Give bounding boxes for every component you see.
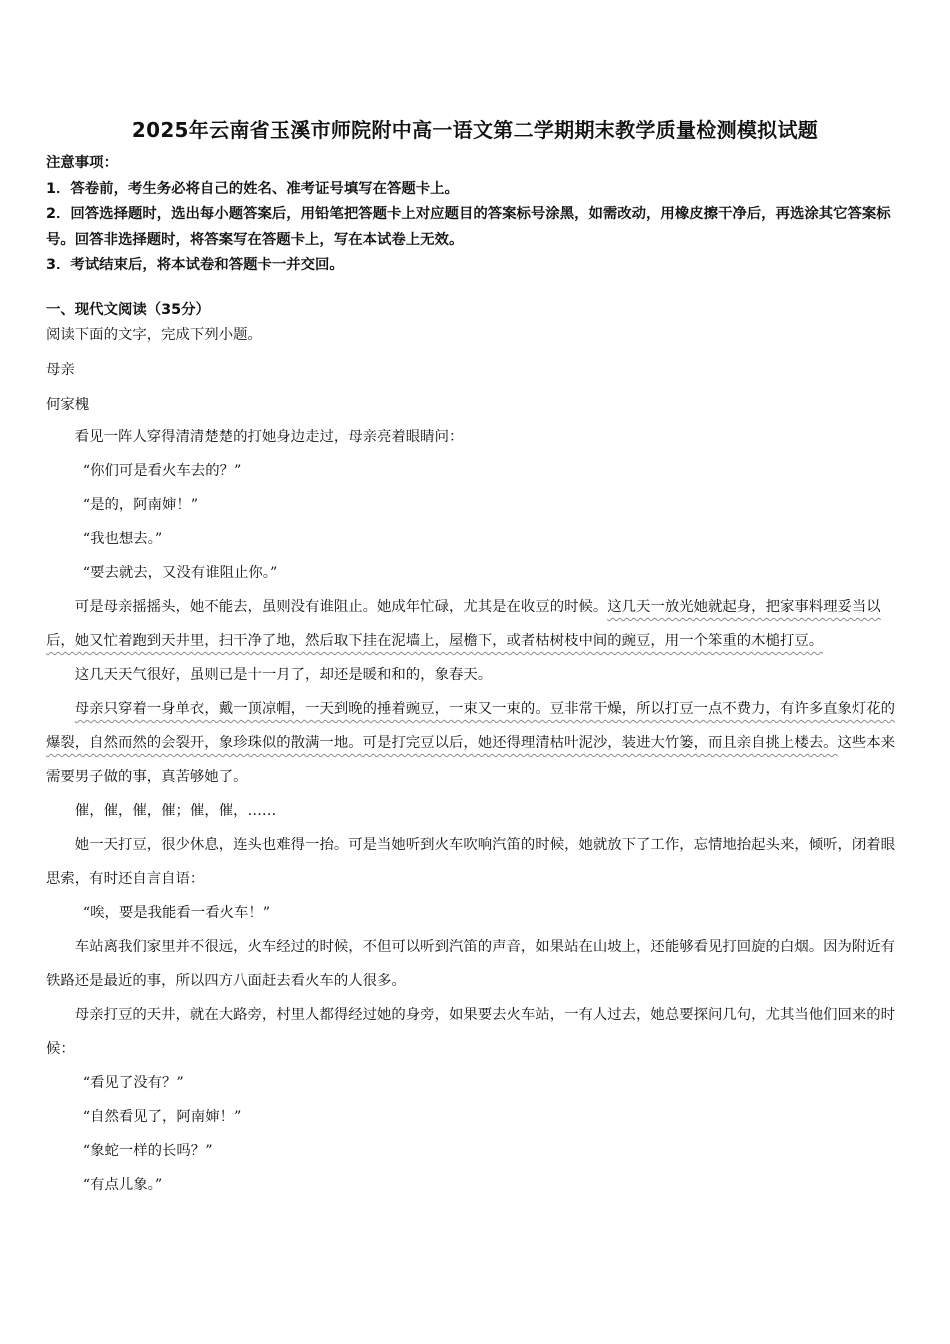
passage: [46, 420, 904, 1202]
notes-heading: 注意事项：: [46, 155, 118, 171]
paragraph-text: 可是母亲摇摇头，她不能去，虽则没有谁阻止。她成年忙碌，尤其是在收豆的时候。: [74, 599, 608, 615]
passage-paragraph: [46, 692, 904, 794]
dialogue-line: “唉，要是我能看一看火车！”: [82, 905, 271, 921]
exam-title: 2025年云南省玉溪市师院附中高一语文第二学期期末教学质量检测模拟试题: [131, 118, 819, 142]
notes-item: 3．考试结束后，将本试卷和答题卡一并交回。: [46, 257, 344, 274]
passage-paragraph: 催，催，催，催；催，催，……: [74, 803, 277, 819]
wavy-underlined-text: 这几天一放光她就起身，把家事料理妥当以后，她又忙着跑到天井里，扫干净了地，然后取下挂在泥墙上，屋檐下，或者枯树枝中间的豌豆，用一个笨重的木槌打豆。: [46, 599, 881, 649]
dialogue-line: “自然看见了，阿南婶！”: [82, 1109, 242, 1125]
dialogue-line: “要去就去，又没有谁阻止你。”: [82, 565, 278, 581]
dialogue-line: “象蛇一样的长吗？”: [82, 1143, 213, 1159]
notes-block: [46, 151, 906, 279]
passage-paragraph: 她一天打豆，很少休息，连头也难得一抬。可是当她听到火车吹响汽笛的时候，她就放下了工作，忘情地抬起头来，倾听，闭着眼思索，有时还自言自语：: [46, 837, 896, 887]
dialogue-line: “是的，阿南婶！”: [82, 497, 199, 513]
notes-item: 1．答卷前，考生务必将自己的姓名、准考证号填写在答题卡上。: [46, 180, 459, 197]
story-title: 母亲: [46, 362, 75, 378]
section-instruction: 阅读下面的文字，完成下列小题。: [46, 327, 262, 343]
notes-item: 2．回答选择题时，选出每小题答案后，用铅笔把答题卡上对应题目的答案标号涂黑，如需改动，用橡皮擦干净后，再选涂其它答案标号。回答非选择题时，将答案写在答题卡上，写在本试卷上无效。: [46, 206, 891, 248]
passage-paragraph: 看见一阵人穿得清清楚楚的打她身边走过，母亲亮着眼睛问：: [74, 429, 464, 445]
dialogue-line: “你们可是看火车去的？”: [82, 463, 242, 479]
passage-paragraph: [46, 590, 904, 658]
passage-paragraph: 母亲打豆的天井，就在大路旁，村里人都得经过她的身旁，如果要去火车站，一有人过去，她总要探问几句，尤其当他们回来的时候：: [46, 1007, 896, 1057]
dialogue-line: “有点儿象。”: [82, 1177, 163, 1193]
passage-paragraph: 这几天天气很好，虽则已是十一月了，却还是暖和和的，象春天。: [74, 667, 493, 683]
paragraph-text: 这些本来需要男子做的事，真苦够她了。: [46, 735, 896, 785]
story-author: 何家槐: [46, 397, 90, 413]
passage-paragraph: 车站离我们家里并不很远，火车经过的时候，不但可以听到汽笛的声音，如果站在山坡上，还能够看见打回旋的白烟。因为附近有铁路还是最近的事，所以四方八面赶去看火车的人很多。: [46, 939, 896, 989]
wavy-underlined-text: 母亲只穿着一身单衣，戴一顶凉帽，一天到晚的捶着豌豆，一束又一束的。豆非常干燥，所以打豆一点不费力，有许多直象灯花的爆裂，自然而然的会裂开，象珍珠似的散满一地。可是打完豆以后，她还得理清枯叶泥沙，装进大竹篓，而且亲自挑上楼去。: [46, 701, 896, 751]
section-heading: 一、现代文阅读（35分）: [46, 302, 210, 318]
dialogue-line: “我也想去。”: [82, 531, 163, 547]
dialogue-line: “看见了没有？”: [82, 1075, 184, 1091]
